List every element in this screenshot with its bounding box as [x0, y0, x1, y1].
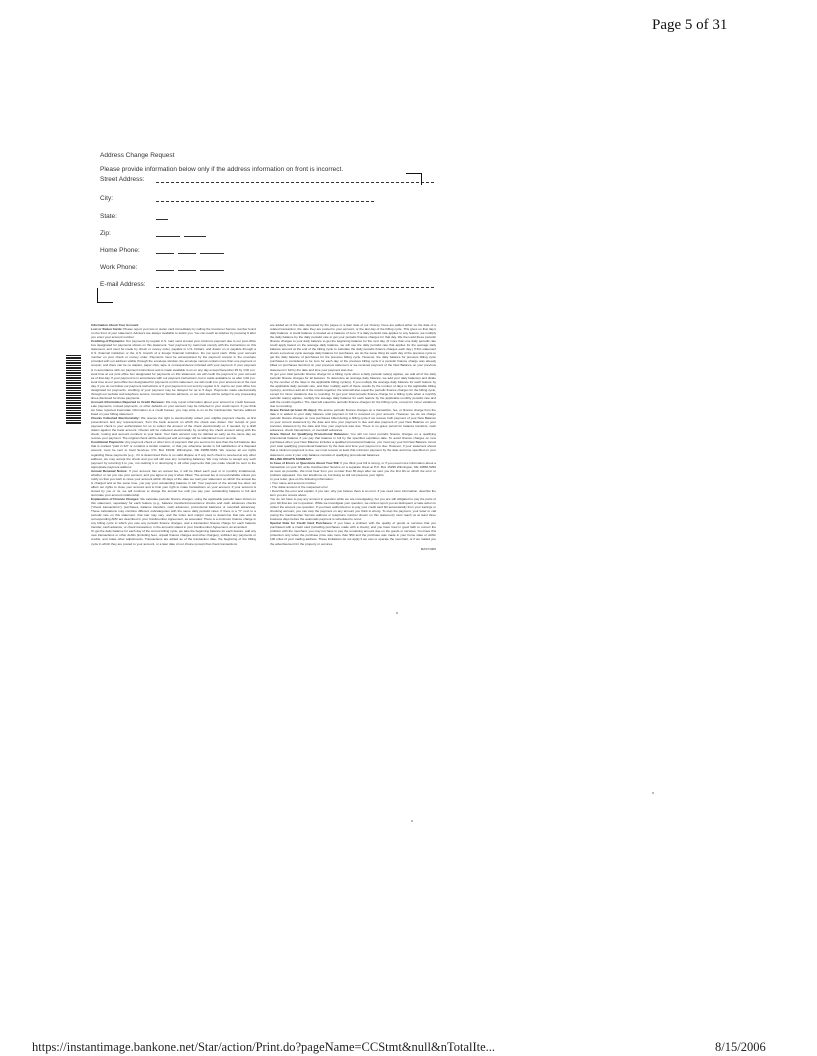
paragraph-heading: Crediting of Payments:: [91, 339, 125, 344]
paragraph-text: You do not have to pay any amount in question while we are investigating, but you are still obligated to pay the parts of your bill that are not in question. While we investigate your question, we cannot report you as delinquent or take action to collect the amount you question. If you have authorized us to pay your credit card bill automatically from your savings or checking account, you can stop the payment on any amount you think is wrong. To stop the payment, your letter or call (using the Cardmember Service address or telephone number shown on this statement) must reach us at least three business days before the automatic payment is scheduled to occur.: [270, 497, 436, 522]
paragraph-text: are added as of the date deposited by the payee or a later date of our choice). Fees are added either on the date of a related transaction, the date they are posted to your account, or the last day of the billing cycle. This gives us that day's daily balance. A credit balance is treated as a balance of zero. If a daily periodic rate applies to any feature, we multiply the daily balance by the daily periodic rate to get your periodic finance charges for that day. We then add these periodic finance charges to your daily balance to get the beginning balance for the next day. (If more than one daily periodic rate could apply based on the average daily balance, we will use the daily periodic rate that applies for the average daily balance amount at the end of the billing cycle to calculate the daily periodic finance charges each day.) If this statement shows a previous cycle average daily balance for purchases, we do the same thing for each day of the previous cycle to get the daily balance of purchases for the previous billing cycle. However, the daily balance for previous billing cycle purchases is considered to be zero for each day of the previous billing cycle if a periodic finance charge was already billed on purchases itemized on your previous statement or we received payment of the New Balance on your previous statement in full by the date and time your payment was due.: [270, 323, 436, 372]
work-phone-prefix-line: [178, 270, 196, 271]
fine-print-paragraph: [270, 432, 436, 456]
fine-print-paragraph: [91, 440, 256, 468]
paragraph-heading: Lost or Stolen Cards:: [91, 327, 123, 332]
paragraph-text: If you think your bill is wrong, or if you need more information about a transaction on your bill, write Cardmember Service on a separate sheet at P.O. Box 15299 Wilmington, DE 19850-5299 as soon as possible. We must hear from you no later than 60 days after we sent you the first bill on which the error or problem appeared. You can telephone us, but doing so will not preserve your rights.: [270, 460, 436, 477]
paragraph-heading: Special Rule for Credit Card Purchases:: [270, 521, 333, 526]
paragraph-heading: Annual Renewal Notice:: [91, 468, 128, 473]
fine-print-paragraph: [270, 408, 436, 432]
fine-print-paragraph: [91, 416, 256, 440]
home-phone-prefix-line: [178, 253, 196, 254]
paragraph-text: To get the daily balance for each day of the current billing cycle, we take the beginning balance for each feature, add any new transactions or other debits (including fees, unpaid finance charges and other charges), subtract any payments or credits, and make other adjustments. Transactions are added as of the transaction date, the beginning of the billing cycle in which they are posted to your account, or a later date of our choice (except that check transactions: [91, 529, 256, 546]
paragraph-text: Any payment check or other form of payment that you send us for less than the full balance due that is marked "paid in full" or contains a similar notation, or that you otherwise tender in full satisfaction of a disputed amount, must be sent to Card Services, P.O. Box 15049, Wilmington, DE 19850-5049. We reserve all our rights regarding these payments (e.g., if it is determined there is no valid dispute or if any such check is received at any other address, we may accept the check and you will still owe any remaining balance). We may refuse to accept any such payment by returning it to you, not cashing it or destroying it. All other payments that you make should be sent to the appropriate payment address.: [91, 440, 256, 469]
paragraph-text: We accrue periodic finance charges on a transaction, fee, or finance charge from the date it is added to your daily balance until payment in full is received on your account. However, we do not charge periodic finance charges on new purchases billed during a billing cycle if we receive both payment of your New Balance on your current statement by the date and time your payment is due and also payment of your New Balance on your previous statement by the date and time your payment was due. There is no grace period for balance transfers, cash advances, check transactions, or overdraft advances.: [270, 407, 436, 433]
form-instructions: Please provide information below only if the address information on front is incorrect.: [100, 166, 344, 173]
zip-field[interactable]: [100, 230, 460, 242]
field-label: E-mail Address:: [100, 281, 146, 288]
page-number: Page 5 of 31: [652, 17, 728, 33]
form-title: Address Change Request: [100, 152, 175, 159]
paragraph-heading: Information About Your Account: [91, 323, 139, 327]
fine-print-paragraph: [91, 327, 256, 339]
paragraph-heading: In Case of Errors or Questions About Your Bill:: [270, 460, 340, 465]
fine-print-paragraph: [270, 497, 436, 521]
email-field[interactable]: [100, 281, 460, 293]
zip-line-2: [184, 236, 206, 237]
paragraph-text: In your letter, give us the following information:: [270, 476, 334, 481]
paragraph-text: We reserve the right to electronically collect your eligible payment checks, at first presentment and any representment, from the bank account on which the check was drawn. Our receipt of your payment check is your authorization for us to collect the amount of the check electronically or, if needed, by a draft drawn against the bank account. Checks will be collected electronically by sending the check amount along with the check, routing and account numbers to your bank. Your bank account may be debited as early as the same day we receive your payment. The original check will be destroyed and an image will be maintained in our records.: [91, 416, 256, 441]
work-phone-area-line: [156, 270, 174, 271]
fine-print-paragraph: [91, 469, 256, 497]
paragraph-text: • Your name and account number: [270, 480, 316, 485]
fine-print-paragraph: [270, 489, 436, 497]
field-label: Zip:: [100, 230, 111, 237]
paragraph-heading: Grace Period (at least 20 days):: [270, 407, 317, 412]
fine-print-paragraph: [91, 497, 256, 529]
work-phone-number-line: [200, 270, 224, 271]
home-phone-area-line: [156, 253, 174, 254]
scan-speck: [396, 612, 398, 614]
fine-print-paragraph: [91, 400, 256, 416]
fine-print-paragraph: [91, 339, 256, 400]
paragraph-heading: Account Information Reported to Credit Bureaus:: [91, 399, 165, 404]
fine-print-paragraph: [270, 372, 436, 408]
paragraph-text: You will not incur periodic finance charges on a qualifying promotional balance if you pay that balance in full by the specified expiration date. To avoid finance charges on new purchases when your New Balance includes a qualified promotional balance, you must pay your full New Balance minus your total qualifying promotional balances by the date and time your payment is due. However, if your statement shows that a minimum payment is due, we must receive at least that minimum payment by the date and time specified on your statement, even if your only balance consists of qualifying promotional balances.: [270, 432, 436, 457]
paragraph-text: • Describe the error and explain, if you can, why you believe there is an error. If you need more information, describe the item you are unsure about.: [270, 488, 436, 497]
paragraph-heading: BILLING RIGHTS SUMMARY: [270, 456, 312, 461]
city-field[interactable]: [100, 195, 460, 207]
fine-print-left-column: [91, 323, 256, 546]
paragraph-heading: Grace Period for Qualifying Promotional Balances:: [270, 432, 349, 437]
form-code: MAS71005: [420, 546, 436, 551]
field-label: Work Phone:: [100, 264, 138, 271]
paragraph-text: We may report information about your account to credit bureaus. Late payments, missed payments, or other defaults on your account may be reflected in your credit report. If you think we have reported inaccurate information to a credit bureau, you may write to us at the Cardmember Service address listed on your billing statement.: [91, 399, 256, 417]
field-label: Home Phone:: [100, 247, 140, 254]
paragraph-heading: Conditional Payments:: [91, 440, 125, 445]
state-field[interactable]: [100, 213, 460, 225]
field-label: City:: [100, 195, 113, 202]
paragraph-heading: Checks Collected Electronically:: [91, 416, 140, 421]
work-phone-field[interactable]: [100, 264, 460, 276]
state-line: [156, 219, 168, 220]
home-phone-number-line: [200, 253, 224, 254]
paragraph-text: Please report your lost or stolen card immediately by calling the Customer Service number found on the front of your statement. Advisors are always available to assist you. You can reach an Advisor by pressing 0 after you enter your account number.: [91, 327, 256, 340]
paragraph-text: • The dollar amount of the suspected error: [270, 484, 328, 489]
paragraph-text: We calculate periodic finance charges, using the applicable periodic rates shown on this statement, separately for each feature (e.g., balance transfers/convenience checks and cash advances checks ("check transactions"), purchases, balance transfers, cash advances, promotional balances or overdraft advances). These calculations may combine different subcategories with the same daily periodic rates. If there is a "V" next to a periodic rate on this statement, that rate may vary, and the index and margin used to determine that rate and its corresponding APR are described in your Cardmember Agreement, as amended. There is a minimum finance charge in any billing cycle in which you owe any periodic finance charges, and a transaction finance charge for each balance transfer, cash advance, or check transaction, in the amounts stated in your Cardmember Agreement, as amended.: [91, 497, 256, 530]
paragraph-text: If you have a problem with the quality of goods or services that you purchased with a credit card (including purchases made with a check), and you have tried in good faith to correct the problem with the merchant, you may not have to pay the remaining amount due on the goods or services. You have this protection only when the purchase price was more than $50 and the purchase was made in your home state or within 100 miles of your mailing address. These limitations do not apply if we own or operate the merchant, or if we mailed you the advertisement for the property or services.: [270, 521, 436, 546]
fine-print-paragraph: [270, 461, 436, 477]
barcode: [66, 355, 81, 425]
print-date: 8/15/2006: [715, 1040, 766, 1054]
street-address-line: [156, 182, 434, 183]
fine-print-right-column: [270, 323, 436, 551]
fine-print-paragraph: [91, 529, 256, 545]
corner-mark-top-right: [406, 173, 422, 185]
corner-mark-bottom-left: [97, 288, 113, 303]
paragraph-text: Our payments by regular U.S. mail, send at least your minimum payment due to our post office box designated for payments shown on this statement. Your payment by mail must comply with the instructions on this statement, and must be made by check or money order, payable in U.S. Dollars, and drawn on or payable through a U.S. financial institution or the U.S. branch of a foreign financial institution. Do not send cash. Write your account number on your check or money order. Payments must be accompanied by the payment coupon in the envelope provided with our address visible through the envelope window; the envelope cannot contain more than one payment or coupon; and there can be no staples, paper clips, tape or correspondence included with your payment. If your payment is in accordance with our payment instructions and is made available to us on any day except December 25 by 1:00 p.m. local time at our post office box designated for payments on this statement, we will credit the payment to your account as of that day. If your payment is in accordance with our payment instructions, but is made available to us after 1:00 p.m. local time at our post office box designated for payments on this statement, we will credit it to your account as of the next day. If you do not follow our payment instructions or if your payment is not sent by regular U.S. mail to our post office box designated for payments, crediting of your payment may be delayed for up to 5 days. Payments made electronically through our website and telephone service, Customer Service advisors, or our web site will be subject to any processing times disclosed for those payments.: [91, 339, 256, 400]
paragraph-text: If your account has an annual fee, it will be billed each year or in monthly installments, whether or not you use your account, and you agree to pay it when billed. The annual fee is non-refundable unless you notify us that you wish to close your account within 30 days of the date we mail your statement on which the annual fee is charged and at the same time, you pay your outstanding balance in full. Your payment of the annual fee does not affect our rights to close your account and to limit your right to make transactions on your account. If your account is closed by you or us, we will continue to charge the annual fee until you pay your outstanding balance in full and terminate your account relationship.: [91, 468, 256, 497]
scan-speck: [411, 820, 413, 822]
fine-print-paragraph: [270, 521, 436, 545]
paragraph-text: To get your total periodic finance charge for a billing cycle when a daily periodic rate(s) applies, we add all of the daily periodic finance charges for all features. To determine an average daily balance, we add your daily balances and divide by the number of the days in the applicable billing cycle(s). If you multiply the average daily balance for each feature by the applicable daily periodic rate, and then multiply each of these results by the number of days in the applicable billing cycle(s), and then add all of the results together, the total will also equal the periodic finance charges for the billing cycle, except for minor variations due to rounding. To get your total periodic finance charge for a billing cycle when a monthly periodic rate(s) applies, multiply the average daily balance for each feature by the applicable monthly periodic rate and add the results together. The total will equal the periodic finance charges for the billing cycle, except for minor variations due to rounding.: [270, 371, 436, 408]
field-label: Street Address:: [100, 176, 145, 183]
field-label: State:: [100, 213, 117, 220]
email-line: [156, 287, 434, 288]
paragraph-heading: Explanation of Finance Charges:: [91, 497, 140, 502]
scan-speck: [652, 792, 654, 794]
home-phone-field[interactable]: [100, 247, 460, 259]
zip-line-1: [156, 236, 180, 237]
fine-print-paragraph: [270, 323, 436, 372]
print-url: https://instantimage.bankone.net/Star/action/Print.do?pageName=CCStmt&null&nTotalIte...: [32, 1040, 496, 1054]
city-line: [156, 201, 374, 202]
